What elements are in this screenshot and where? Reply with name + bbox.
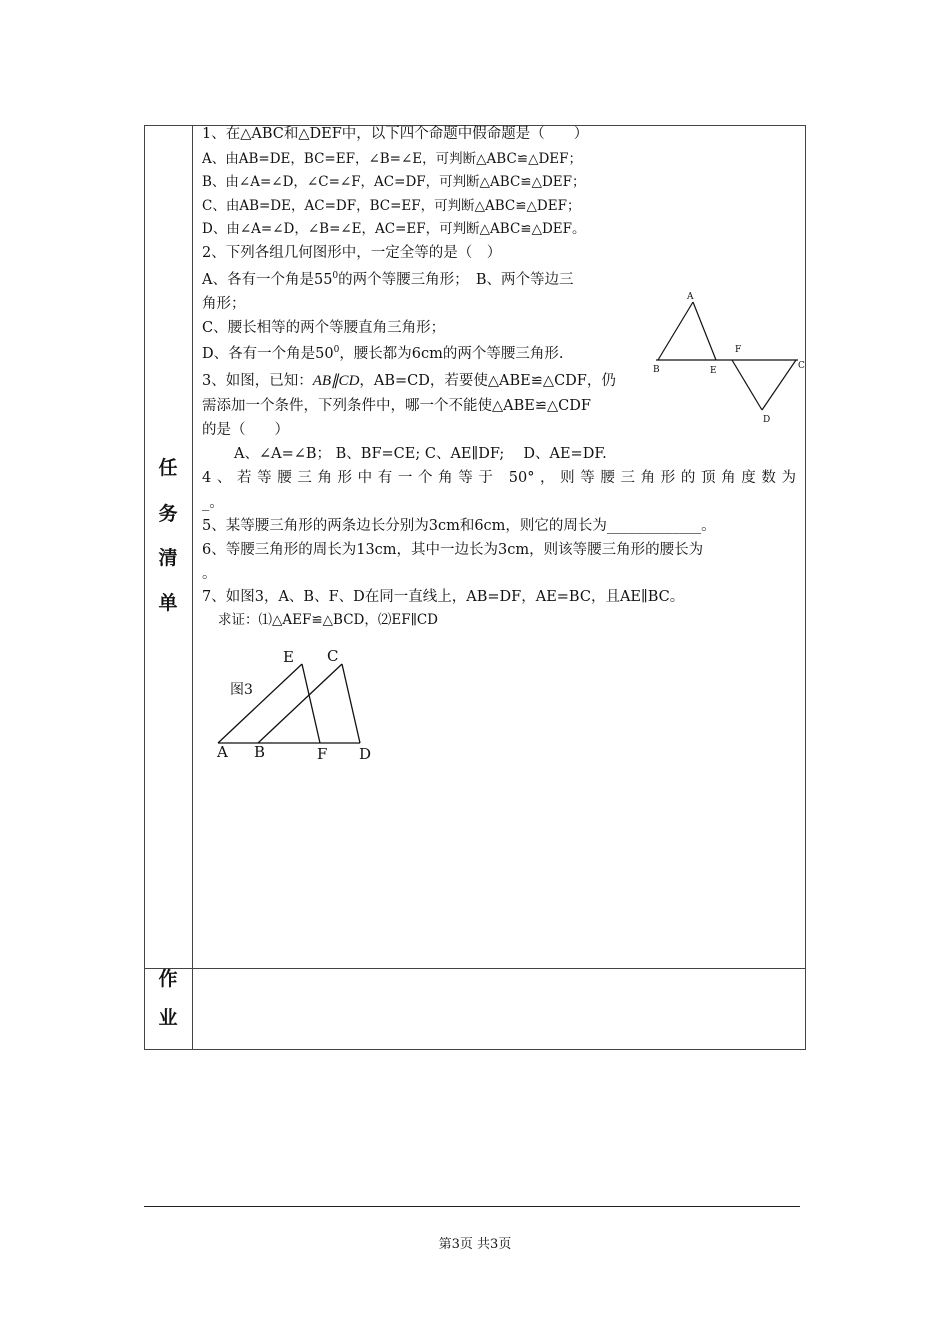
fig3-point-e: E (283, 648, 294, 666)
fig3-segment-cd (342, 664, 360, 743)
q6-line-1: 6、等腰三角形的周长为13cm，其中一边长为3cm，则该等腰三角形的腰长为 (202, 542, 704, 558)
homework-label-char-2: 业 (158, 1007, 178, 1029)
figure-3 (208, 640, 388, 770)
fig3-point-c: C (327, 647, 339, 665)
q5-text: 5、某等腰三角形的两条边长分别为3cm和6cm，则它的周长为_____________。 (202, 518, 716, 534)
q3-line-1-text2: ，AB=CD，若要使△ABE≌△CDF，仍 (359, 373, 616, 389)
fig3-point-f: F (317, 745, 328, 763)
q7-line-2: 求证：⑴△AEF≌△BCD，⑵EF∥CD (218, 612, 438, 628)
q3-segment-ba (658, 302, 693, 360)
table-column-divider (192, 125, 193, 1050)
page-number: 第3页 共3页 (438, 1237, 512, 1252)
q3-point-a: A (687, 292, 694, 302)
q3-line-3: 的是（ ） (202, 422, 289, 438)
q3-options: A、∠A=∠B； B、BF=CE; C、AE∥DF; D、AE=DF. (234, 446, 607, 462)
q2-option-a-degree: 0 (332, 271, 339, 281)
fig3-segment-bc (258, 664, 342, 743)
q3-segment-ae (693, 302, 716, 360)
q2-option-a-b (202, 271, 574, 289)
q3-point-e: E (710, 366, 717, 376)
q1-stem: 1、在△ABC和△DEF中，以下四个命题中假命题是（ ） (202, 126, 589, 142)
task-table (144, 125, 806, 1050)
task-label-char-1: 任 (158, 457, 178, 479)
q4-line-1: 4、若等腰三角形中有一个角等于 50°，则等腰三角形的顶角度数为 (202, 470, 796, 486)
fig3-point-b: B (254, 743, 266, 761)
q3-point-d: D (763, 415, 771, 425)
q1-option-d: D、由∠A=∠D，∠B=∠E，AC=EF，可判断△ABC≌△DEF。 (202, 221, 586, 237)
task-label-char-3: 清 (158, 547, 178, 569)
q3-line-2: 需添加一个条件，下列条件中，哪一个不能使△ABE≌△CDF (202, 398, 591, 414)
q6-line-2: 。 (202, 566, 217, 582)
q3-figure (650, 288, 806, 428)
fig3-point-a: A (217, 743, 228, 761)
q3-line-1-text1: 3、如图，已知： (202, 373, 313, 389)
q2-option-d-text1: D、各有一个角是50 (202, 345, 334, 362)
footer-rule (144, 1206, 800, 1207)
fig3-segment-ae (218, 664, 302, 743)
q7-line-1: 7、如图3，A、B、F、D在同一直线上，AB=DF，AE=BC，且AE∥BC。 (202, 589, 685, 605)
q1-option-b: B、由∠A=∠D，∠C=∠F，AC=DF，可判断△ABC≌△DEF； (202, 174, 586, 190)
q2-option-b-continued: 角形； (202, 296, 246, 312)
homework-label-char-1: 作 (158, 968, 178, 990)
fig3-title: 图3 (230, 682, 253, 698)
q1-option-c: C、由AB=DE，AC=DF，BC=EF，可判断△ABC≌△DEF； (202, 198, 581, 214)
q3-math-ab-parallel-cd: AB∥CD (312, 373, 360, 389)
q3-point-b: B (653, 365, 660, 375)
q3-point-f: F (735, 345, 742, 355)
task-label-char-2: 务 (158, 503, 178, 525)
q3-line-1 (202, 372, 616, 390)
q2-option-d (202, 345, 564, 363)
q2-option-a-text1: A、各有一个角是55 (202, 271, 333, 288)
q2-option-c: C、腰长相等的两个等腰直角三角形； (202, 320, 446, 336)
task-label-char-4: 单 (158, 592, 178, 614)
q2-option-d-text2: ，腰长都为6cm的两个等腰三角形. (339, 345, 564, 362)
table-row-divider (144, 968, 806, 969)
q1-option-a: A、由AB=DE，BC=EF，∠B=∠E，可判断△ABC≌△DEF； (202, 151, 583, 167)
q4-line-2: _。 (202, 495, 224, 511)
q3-segment-fd (732, 360, 762, 410)
q2-stem: 2、下列各组几何图形中，一定全等的是（ ） (202, 245, 502, 261)
q2-option-d-degree: 0 (333, 345, 340, 355)
q2-option-a-text2: 的两个等腰三角形； B、两个等边三 (338, 271, 574, 288)
fig3-segment-ef (302, 664, 320, 743)
fig3-point-d: D (359, 745, 372, 763)
q3-segment-dc (762, 360, 796, 410)
q3-point-c: C (798, 361, 805, 371)
